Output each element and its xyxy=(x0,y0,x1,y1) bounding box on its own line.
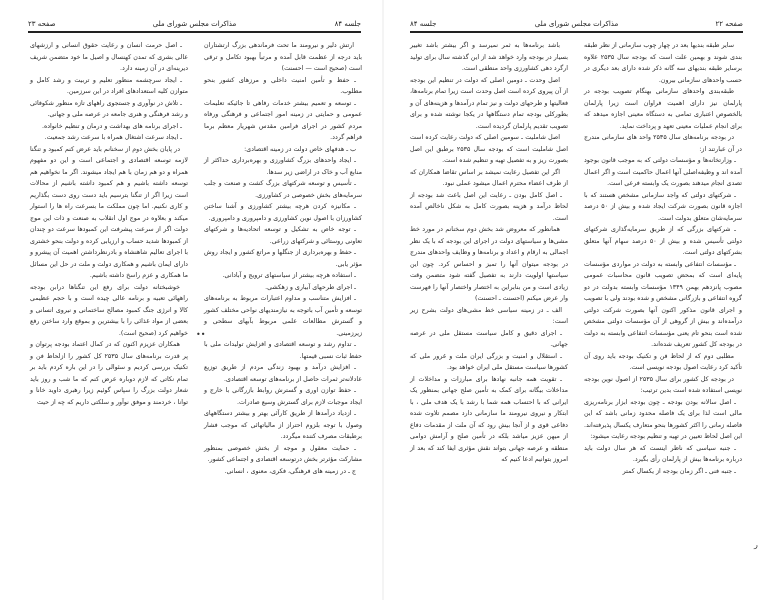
paragraph: باشد برنامه‌ها به ثمر نمیرسد و اگر بیشتر باشد تغییر بسیار در بودجه وارد خواهد شد از این گذشته سال برای تولید ارگرد دهی کشاورزی واحد منطقی است. xyxy=(410,42,568,72)
session-number: جلسه ۸۴ xyxy=(334,20,361,28)
section-heading: ج ـ در زمینه های فرهنگی، فکری، معنوی ، انسانی. xyxy=(224,467,356,475)
paragraph: ـ تلاش در نوآوری و جستجوی راههای تازه منظور شکوفائی و رشد فرهنگی و هنری جامعه در عرصه ملی و جهانی. xyxy=(30,99,188,118)
paragraph: ـ ایجاد سرعت اشتغال همراه با سرعت رشد جمعیت. xyxy=(44,134,182,141)
paragraph: ـ جنبه سیاسی که ناظر اینست که هر سال دولت باید درباره برنامه‌ها بیش از پارلمان رأی بگیرد. xyxy=(584,444,742,463)
paragraph: خوشبختانه دولت برای رفع این تنگناها درابن بودجه راههائی تعبیه و برنامه عالی چیده است و با حجم عظیمی کالا و انرژی جنگ کمبود مصالح ساختمانی و نیروی انسانی و بعضی از مواد غذائی را با بیشترین و بموقع وارد ساختن رفع خواهیم کرد (صحیح است). xyxy=(30,283,188,337)
text-column-right xyxy=(204,40,362,477)
paragraph: ـ مکانیزه کردن هرچه بیشتر کشاورزی و آشنا ساختن کشاورزان با اصول نوین کشاورزی و دامپروری و دامپروری. xyxy=(204,203,362,222)
paragraph: ـ تأسیس و توسعه شرکتهای بزرگ کشت و صنعت و جلب سرمایه‌های بخش خصوصی در کشاورزی. xyxy=(204,180,362,199)
section-heading: الف ـ در زمینه سیاسی خط مشی‌های دولت بشرح زیر است: xyxy=(410,306,568,325)
paragraph: ـ توسعه و تعمیم بیشتر خدمات رفاهی تا جائیکه تعلیمات عمومی و حمایتی در زمینه امور اجتماعی و فرهنگی ورفاه مردم کشور در اجرای فرامین مقدس شهریار معظم برما فراهم گردد. xyxy=(204,99,362,141)
text-column-left xyxy=(410,40,568,466)
paragraph: ـ حفظ و بهره‌برداری از جنگلها و مراتع کشور و ایجاد روش مؤثر یابی. xyxy=(204,249,362,268)
paragraph: ـ افزایش متناسب و مداوم اعتبارات مربوط به برنامه‌های توسعه و تأمین آب باتوجه به نیازمندیهای نواحی مختلف کشور و گسترش مطالعات علمی مربوط بآبهای سطحی و زیرزمینی. xyxy=(204,295,362,337)
session-number: جلسه ۸۴ xyxy=(410,20,437,28)
paragraph: ـ اجرای طرحهای آبیاری و زهکشی. xyxy=(265,283,356,291)
header-rule xyxy=(410,31,743,33)
page-header xyxy=(28,18,361,30)
paragraph: ـ جنبه فنی ـ اگر زمان بودجه از یکسال کمتر xyxy=(622,467,736,475)
paragraph: در بودجه کل کشور برای سال ۲۵۳۵ از اصول نوین بودجه نویسی استفاده شده است بدین ترتیب: xyxy=(584,375,742,394)
paragraph: ـ ایجاد واحدهای بزرگ کشاورزی و بهره‌برداری حداکثر از منابع آب و خاک در اراضی زیر سد‌ها. xyxy=(204,157,362,176)
paragraph: ـ افزایش درآمد و بهبود زندگی مردم از طریق توزیع عادلانه‌تر ثمرات حاصل از برنامه‌های توسعه اقتصادی. xyxy=(204,364,362,383)
paragraph: اصل شاملیت ـ سومین اصلی که دولت رعایت کرده است اصل شاملیت است که بودجه سال ۲۵۳۵ برطبق این اصل بصورت ریز و به تفصیل تهیه و تنظیم شده است. xyxy=(410,134,568,164)
text-column-left xyxy=(30,40,188,408)
paragraph: ـ حفظ توازن اوری و گسترش روابط بازرگانی با خارج و ایجاد موجبات لازم برای گسترش وسیع صادرات. xyxy=(204,387,362,406)
margin-mark: ر xyxy=(754,540,758,549)
paragraph: ـ استفاده هرچه بیشتر از سیاستهای ترویج و آبادانی. xyxy=(222,272,356,279)
paragraph: ـ وزارتخانه‌ها و مؤسسات دولتی که به موجب قانون بوجود آمده اند و وظیفه‌اصلی آنها اعمال حاکمیت است و اگر اعمال تصدی انجام میدهند بصورت یک وابسته فرعی است. xyxy=(584,157,742,187)
paragraph: ـ اصل سالانه بودن بودجه ـ چون بودجه ابزار برنامه‌ریزی مالی است لذا برای یک فاصله محدود زمانی باشد که این فاصله زمانی را اکثر کشورها بنحو متعارف یکسال پذیرفته‌اند. این اصل لحاظ تعیین در تهیه و تنظیم بودجه رعایت میشود: xyxy=(584,398,742,440)
page-header xyxy=(410,18,743,30)
paragraph: ـ ازدیاد درآمدها از طریق کارآئی بهتر و بیشتر دستگاههای وصول با توجه بلزوم احتراز از مالیاتهائی که موجب فشار برطبقات مصرف کننده میگردد. xyxy=(204,410,362,440)
running-title: مذاکرات مجلس شورای ملی xyxy=(152,20,237,28)
text-column-right xyxy=(584,40,742,477)
left-page xyxy=(0,0,384,600)
paragraph: ـ اجرای برنامه های بهداشت و درمان و تنظیم خانواده. xyxy=(41,122,182,130)
paragraph: در بودجه برنامه‌های سال ۲۵۳۵ واحد های سازمانی مندرج در آن عبارتند از: xyxy=(584,134,742,153)
paragraph: ـ شرکتهای بزرگی که از طریق سرمایه‌گذاری شرکتهای دولتی تأسیس شده و بیش از ۵۰ درصد سهام آنها متعلق بشرکتهای دولتی است. xyxy=(584,226,742,256)
paragraph: ـ حمایت معقول و موجه از بخش خصوصی بمنظور مشارکت مؤثرتر بخش درتوسعه اقتصادی و اجتماعی کشور. xyxy=(204,444,362,463)
paragraph: در پایان بخش دوم از سخنانم باید عرض کنم کمبود و تنگنا لازمه توسعه اقتصادی و اجتماعی است و این دو مفهوم همراه و دو هم زمان با هم ایجاد میشوند. اگر ما نخواهیم هم توسعه داشته باشیم و هم کمبود داشته باشیم از محالات است زیرا اگر از تنگنا بترسیم باید دست روی دست بگذاریم و کاری نکنیم. اما چون مملکت ما بسرعت راه ها را استوار میکند و بعلاوه در موج اول انقلاب به صنعت و ذات این موج دولت اگر از سرعت پیشرفت این کمبودها سرعت دو چندان از کمبودها شدید حساب و ارزیابی کرده و دولت بنحو خشتری با اجرای تعالیم شاهنشاه و بادرنظرداشتن اهمیت آن پیشرو و دارای ایمان باشیم و همکاری دولت و ملت در حل این مسائل ما همکاری و عزم راسخ داشته باشیم. xyxy=(30,145,188,279)
page-number: صفحه ۲۳ xyxy=(28,20,56,28)
section-heading: ب ـ هدفهای خاص دولت در زمینه اقتصادی: xyxy=(244,145,356,153)
margin-mark: •• xyxy=(196,330,206,339)
paragraph: ـ اجرای دقیق و کامل سیاست مستقل ملی در عرصه جهانی. xyxy=(410,329,568,348)
paragraph: ـ اصل حرمت انسان و رعایت حقوق انسانی و ارزشهای عالی بشری که تمدن کهنسال و اصیل ما خود متضمن شریف دیرینه‌ای در آن زمینه دارد. xyxy=(30,42,188,72)
paragraph: ـ استقلال و امنیت و بزرگی ایران ملت و غرور ملی که کشورها سیاست مستقل ملی ایران خواهد بود. xyxy=(410,352,568,371)
page-number: صفحه ۲۲ xyxy=(715,20,743,28)
paragraph: ـ مؤسسات انتفاعی وابسته به دولت در مواردی مؤسسات پایه‌ای است که بمحض تصویب قانون محاسبات عمومی مصوب پانزدهم بهمن ۱۳۴۹ مؤسسات وابسته بدولت در دو گروه انتفاعی و بازرگانی مشخص و شده بودند ولی با تصویب و اجرای قانون مذکور اکنون آنها بصورت شرکت دولتی درآمده‌اند و بیش از گروهی از آن مؤسسات دولتی مشخص شده است بنحو تام یعنی مؤسسات انتفاعی وابسته به دولت در بودجه کل کشور تعریف شده‌اند. xyxy=(584,260,743,348)
paragraph: سایر طبقه بندیها بعد در چهار چوب سازمانی از نظر طبقه بندی شوند و بهمین علت است که بودجه سال ۲۵۳۵ علاوه برسایر طبقه بندیهای سه گانه ذکر شده دارای بعد دیگری در حسب واحدهای سازمانی بیرون. xyxy=(584,42,742,84)
paragraph: ـ تداوم رشد و توسعه اقتصادی و افزایش تولیدات ملی با حفظ ثبات نسبی قیمتها. xyxy=(204,341,362,360)
paragraph: مطلبی دوم که از لحاظ فن و تکنیک بودجه باید روی آن تأکید کرد رعایت اصول بودجه نویسی است. xyxy=(584,352,742,371)
paragraph: همانطور که معروض شد بخش دوم سخنانم در مورد خط مشی‌ها و سیاستهای دولت در اجرای این بودجه که با یک نظر اجمالی به ارقام و اعداد و برنامه‌ها و وظایف واحدهای مندرج در بودجه میتوان آنها را تمیز و احساس کرد. چون این سیاستها اولویت دارند به تفصیل گفته شود متضمن وقت زیادی است و من بنابراین به اختصار واختصار آنها را فهرست وار عرض میکنم (احسنت ـ احسنت) xyxy=(410,226,568,302)
paragraph: همکاران عزیزم اکنون که در کمال اعتماد بودجه پرتوان و پر قدرت برنامه‌های سال ۲۵۳۵ کل کشور را ازلحاظ فن و تکنیک بررسی کردیم و سئوالی را در این باره کردم باید بر تمام نکاتی که لازم دوباره عرض کنم که ما شب و روز باید شعار دولت بزرگ را سپاس گوئیم زیرا رهبری داوید خانا و توانا ، خردمند و موفق نوآور و سلکتی داریم که چه از حیث xyxy=(30,341,188,406)
paragraph: ـ توجه خاص به تشکیل و توسعه اتحادیه‌ها و شرکتهای تعاونی روستائی و شرکتهای زراعی. xyxy=(204,226,362,245)
paragraph: ـ تقویت همه جانبه نهادها برای مبارزات و مداخلات از مداخلات بیگانه برای کمک به تأمین صلح جهانی بمنظور یک ایرانی که با احتساب همه شما با رشد با یک هدف ملی ، با ابتکار و نیروی نیرومند ما سازمانی دارد مصمم تلاوت شده دفاعی قوی و از آنجا بیش رود که آن ملت از مقدمات دفاع از میهن عزیز میاشد بلکه در تأمین صلح و آرامش دوامی منطقه و عرصه جهانی بتواند نقش مؤثری ایفا کند که بعد از امروز بتوانیم ادعا کنیم که xyxy=(410,375,568,463)
paragraph: ارتش دلیر و نیرومند ما تحت فرماندهی بزرگ ارتشتاران باید درجه از عظمت قابل آمده و مرتباً بهبود تکامل و ترقی است (صحیح است — احسنت) xyxy=(204,42,362,72)
paragraph: ـ اصل کامل بودن ـ رعایت این اصل باعث شد بودجه از لحاظ درآمد و هزینه بصورت کامل به شکل ناخالص آمده است. xyxy=(410,191,568,222)
running-title: مذاکرات مجلس شورای ملی xyxy=(534,20,619,28)
paragraph: ـ شرکتهای دولتی که واجد سازمانی مشخص هستند که با اجازه قانون بصورت شرکت ایجاد شده و بیش از ۵۰ درصد سرمایه‌شان متعلق بدولت است. xyxy=(584,191,743,222)
header-rule xyxy=(28,31,361,33)
paragraph: طبقه‌بندی واحدهای سازمانی بهنگام تصویب بودجه در پارلمان نیز دارای اهمیت فراوان است زیرا پارلمان بالخصوص اعتباری تمامی به دستگاه معینی اجازه میدهد که برای انجام عملیات معینی تعهد و پرداخت نماید. xyxy=(584,88,742,130)
paragraph: اصل وحدت ـ دومین اصلی که دولت در تنظیم این بودجه از آن پیروی کرده است اصل وحدت است زیرا تمام برنامه‌ها، فعالیتها و طرحهای دولت و نیز تمام درآمدها و هزینه‌های آن و بطورکلی بودجه تمام دستگاهها در یکجا نوشته شده و برای تصویب تقدیم پارلمان گردیده است. xyxy=(410,76,568,130)
paragraph: ـ حفظ و تأمین امنیت داخلی و مرزهای کشور بنحو مطلوب. xyxy=(204,76,362,95)
paragraph: ـ ایجاد سرچشمه منظور تعلیم و تربیت و رشد کامل و متوازن کلیه استعدادهای افراد در این سرزمین. xyxy=(30,76,188,95)
paragraph: اگر این تفصیل رعایت نمیشد بر اساس تقاضا همکاران که از طرف اعضاء محترم اعمال میشود عملی نبود. xyxy=(410,168,568,187)
right-page xyxy=(384,0,769,600)
